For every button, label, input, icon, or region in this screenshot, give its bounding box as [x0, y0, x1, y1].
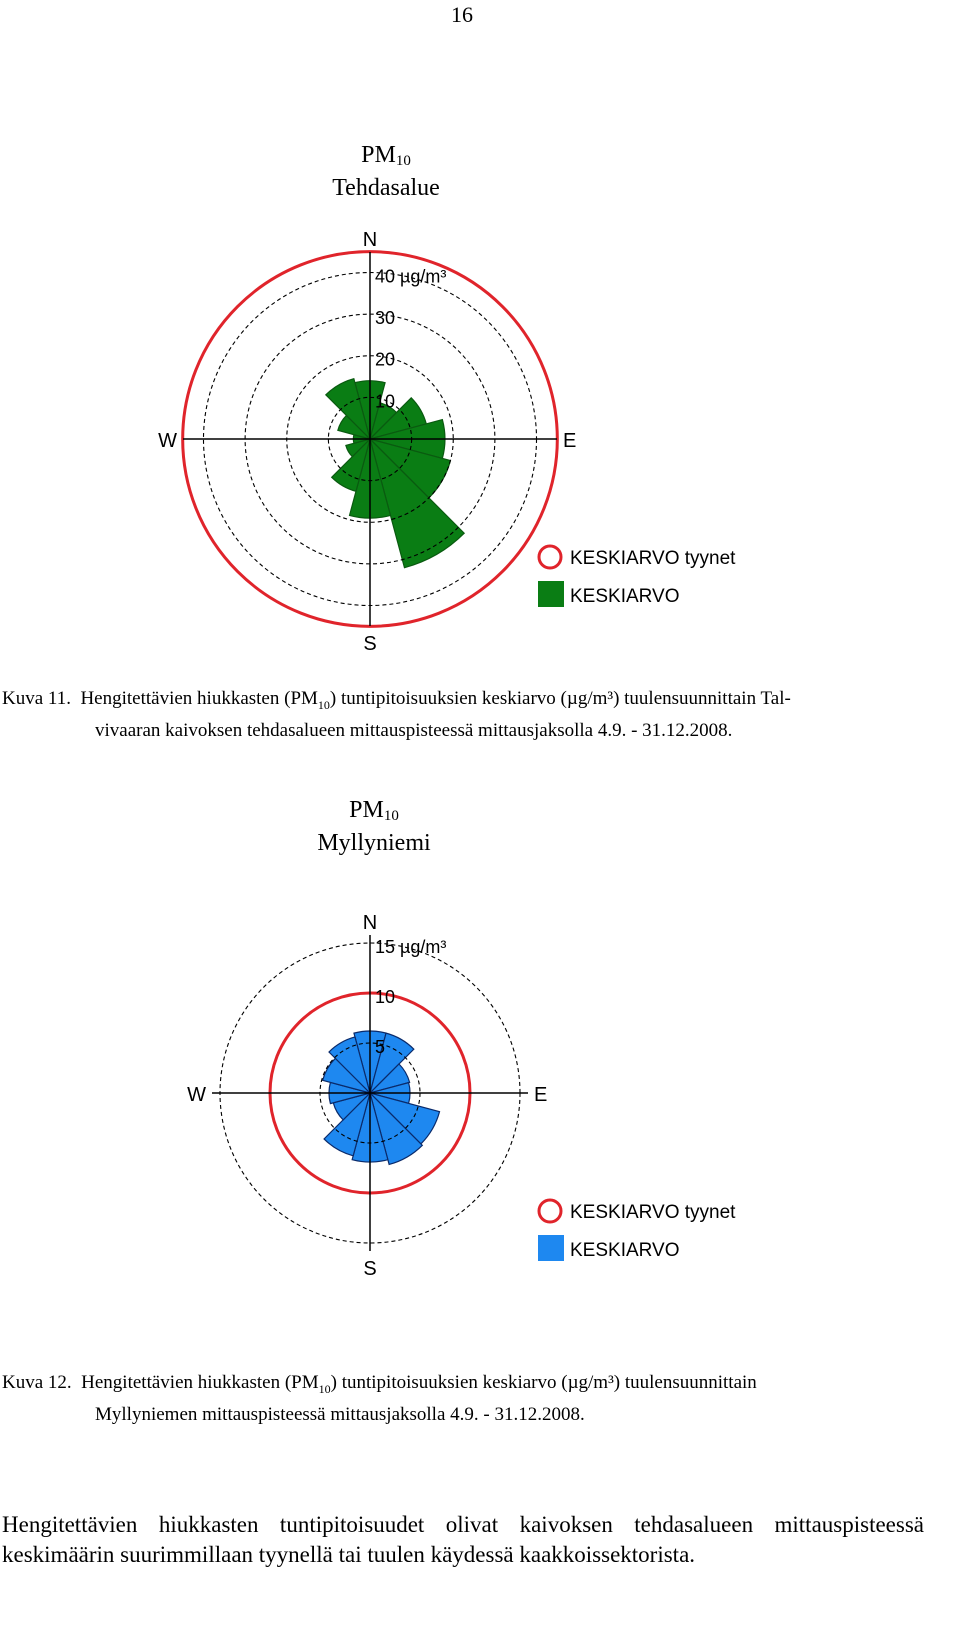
- figure-1-caption-line2: vivaaran kaivoksen tehdasalueen mittauspisteessä mittausjaksolla 4.9. - 31.12.2008.: [95, 719, 733, 741]
- figure-1-caption-text2: ) tuntipitoisuuksien keskiarvo (µg/m³) tuulensuunnittain Tal-: [329, 688, 791, 709]
- wind-rose-chart-1: [150, 232, 770, 652]
- figure-2-caption-sub: 10: [318, 1381, 331, 1396]
- legend-mean-label: KESKIARVO: [570, 586, 680, 607]
- figure-1-title-pm: PM: [361, 142, 396, 168]
- body-paragraph: Hengitettävien hiukkasten tuntipitoisuudet olivat kaivoksen tehdasalueen mittauspisteessä keskimäärin suurimmillaan tyynellä tai tuulen käydessä kaakkoissektorista.: [2, 1512, 924, 1567]
- ring-label: 40 µg/m³: [375, 266, 447, 287]
- ring-label: 20: [375, 349, 396, 370]
- figure-2-title-sub: 10: [383, 808, 399, 824]
- legend-calm-label: KESKIARVO tyynet: [570, 548, 736, 569]
- direction-label: S: [363, 633, 377, 652]
- legend-calm-label: KESKIARVO tyynet: [570, 1202, 736, 1223]
- figure-1-title-site: Tehdasalue: [332, 175, 440, 201]
- legend-mean-swatch: [538, 581, 564, 607]
- page-number: 16: [451, 2, 473, 27]
- figure-2-title-site: Myllyniemi: [317, 830, 431, 856]
- direction-label: W: [158, 430, 177, 452]
- figure-2-caption: [2, 1370, 932, 1427]
- direction-label: N: [362, 232, 378, 251]
- figure-1-caption-text1: Hengitettävien hiukkasten (PM: [80, 688, 318, 709]
- figure-2-caption-text1: Hengitettävien hiukkasten (PM: [81, 1372, 319, 1393]
- ring-label: 10: [375, 987, 396, 1007]
- legend-mean-swatch: [538, 1235, 564, 1261]
- ring-label: 5: [375, 1037, 386, 1057]
- ring-label: 10: [375, 391, 396, 412]
- figure-2-caption-line2: Myllyniemen mittauspisteessä mittausjaksolla 4.9. - 31.12.2008.: [95, 1403, 585, 1425]
- figure-1-caption-sub: 10: [317, 697, 330, 712]
- figure-1-caption: [2, 686, 932, 743]
- direction-label: W: [187, 1084, 206, 1106]
- direction-label: E: [563, 430, 577, 452]
- direction-label: E: [534, 1084, 548, 1106]
- figure-2-title-pm: PM: [349, 797, 384, 823]
- ring-label: 15 µg/m³: [375, 937, 447, 957]
- figure-2-caption-prefix: Kuva 12.: [2, 1372, 72, 1393]
- figure-2-title: [274, 795, 474, 858]
- legend-mean-label: KESKIARVO: [570, 1240, 680, 1261]
- legend-calm-marker: [539, 546, 561, 568]
- direction-label: S: [363, 1258, 377, 1280]
- ring-label: 30: [375, 308, 396, 329]
- figure-1-title-sub: 10: [395, 153, 411, 169]
- legend-calm-marker: [539, 1200, 561, 1222]
- figure-1-caption-prefix: Kuva 11.: [2, 688, 71, 709]
- wind-rose-chart-2: [150, 886, 770, 1306]
- direction-label: N: [362, 912, 378, 934]
- figure-1-title: [286, 140, 486, 203]
- figure-2-caption-text2: ) tuntipitoisuuksien keskiarvo (µg/m³) tuulensuunnittain: [330, 1372, 757, 1393]
